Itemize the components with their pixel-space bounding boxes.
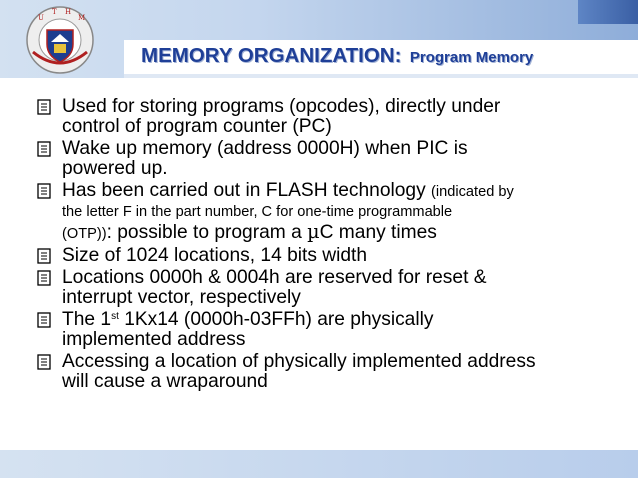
footer-band bbox=[0, 450, 638, 478]
micro-symbol: µ bbox=[307, 220, 320, 243]
bullet-line: interrupt vector, respectively bbox=[62, 287, 301, 308]
bullet-item bbox=[0, 97, 638, 137]
logo-letter: M bbox=[78, 14, 86, 22]
title-underline bbox=[124, 74, 638, 78]
bullet-line: powered up. bbox=[62, 158, 168, 179]
bullet-item bbox=[0, 352, 638, 392]
bullet-icon bbox=[37, 354, 51, 370]
bullet-item bbox=[0, 310, 638, 350]
bullet-line: Size of 1024 locations, 14 bits width bbox=[62, 245, 368, 266]
logo-letter: T bbox=[52, 8, 57, 16]
bullet-item bbox=[0, 139, 638, 179]
bullet-item bbox=[0, 268, 638, 308]
bullet-item bbox=[0, 246, 638, 266]
bullet-line bbox=[62, 181, 638, 202]
bullet-icon bbox=[37, 270, 51, 286]
bullet-line: will cause a wraparound bbox=[62, 371, 268, 392]
logo-letter: U bbox=[38, 14, 44, 22]
bullet-line: Locations 0000h & 0004h are reserved for reset & bbox=[62, 267, 487, 288]
slide-title bbox=[141, 44, 533, 68]
logo-letter: H bbox=[65, 8, 72, 16]
bullet-line: Accessing a location of physically implemented address bbox=[62, 351, 536, 372]
bullet-line: Used for storing programs (opcodes), directly under bbox=[62, 96, 501, 117]
bullet-small-text: (indicated by bbox=[431, 184, 514, 200]
bullet-small-text: the letter F in the part number, C for one-time programmable bbox=[62, 204, 453, 220]
bullet-icon bbox=[37, 141, 51, 157]
bullet-text: Has been carried out in FLASH technology bbox=[62, 180, 426, 201]
title-sub: Program Memory bbox=[409, 49, 534, 66]
bullet-line: Wake up memory (address 0000H) when PIC is bbox=[62, 138, 468, 159]
header-accent bbox=[578, 0, 638, 24]
title-main: MEMORY ORGANIZATION: bbox=[141, 44, 402, 67]
bullet-icon bbox=[37, 183, 51, 199]
bullet-small-text: (OTP)) bbox=[62, 226, 107, 242]
bullet-line: control of program counter (PC) bbox=[62, 116, 332, 137]
bullet-text: 1Kx14 (0000h-03FFh) are physically bbox=[118, 309, 434, 330]
bullet-icon bbox=[37, 99, 51, 115]
bullet-icon bbox=[37, 312, 51, 328]
bullet-text: : possible to program a bbox=[106, 222, 302, 243]
bullet-icon bbox=[37, 248, 51, 264]
ordinal-superscript: st bbox=[111, 311, 119, 322]
bullet-text: The 1 bbox=[62, 309, 112, 330]
bullet-line: implemented address bbox=[62, 329, 246, 350]
bullet-line bbox=[62, 222, 638, 244]
bullet-item bbox=[0, 181, 638, 244]
bullet-line bbox=[62, 310, 638, 330]
bullet-text: C many times bbox=[319, 222, 437, 243]
uthm-logo bbox=[19, 4, 101, 74]
bullet-list bbox=[0, 97, 638, 394]
